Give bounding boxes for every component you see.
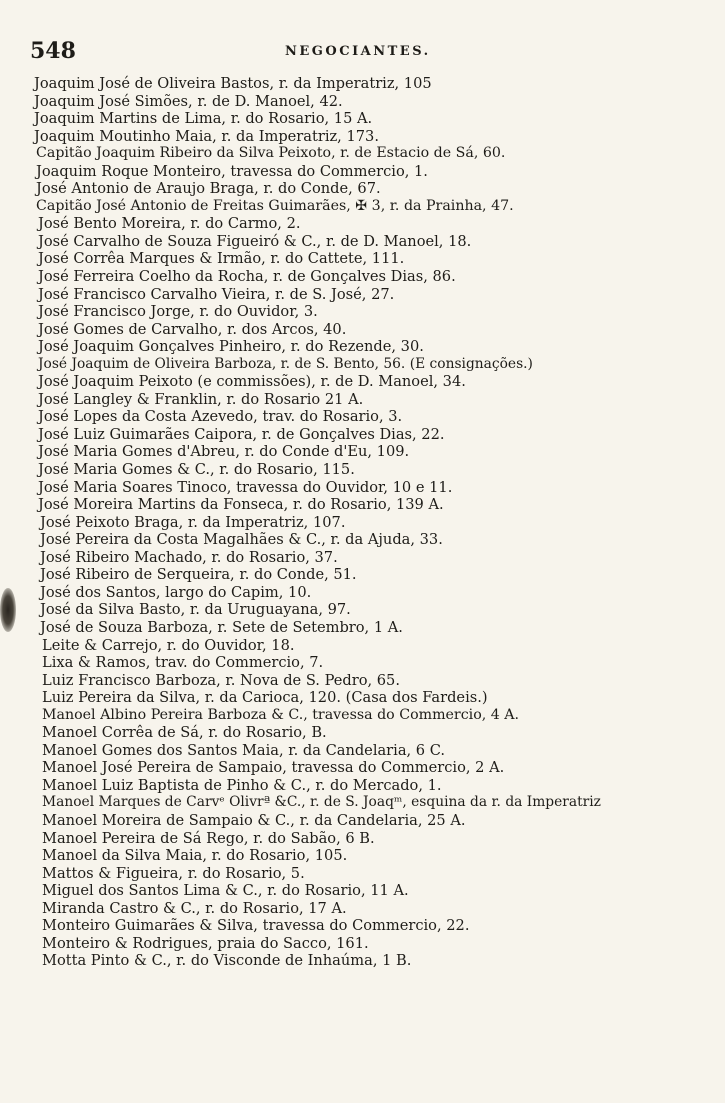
directory-entry: Manoel Pereira de Sá Rego, r. do Sabão, 6 B.: [42, 829, 375, 847]
directory-entry: José Moreira Martins da Fonseca, r. do Rosario, 139 A.: [38, 496, 444, 514]
directory-entry: José Bento Moreira, r. do Carmo, 2.: [38, 215, 301, 233]
directory-entry: José Ferreira Coelho da Rocha, r. de Gonçalves Dias, 86.: [38, 268, 456, 286]
directory-entry: Motta Pinto & C., r. do Visconde de Inhaúma, 1 B.: [42, 952, 412, 970]
directory-entry: Luiz Pereira da Silva, r. da Carioca, 120. (Casa dos Fardeis.): [42, 689, 488, 707]
directory-entry: José Luiz Guimarães Caipora, r. de Gonçalves Dias, 22.: [38, 425, 445, 443]
directory-entry: José Gomes de Carvalho, r. dos Arcos, 40.: [38, 320, 347, 338]
directory-entry: José Ribeiro de Serqueira, r. do Conde, 51.: [40, 566, 357, 584]
directory-entry: Joaquim José de Oliveira Bastos, r. da Imperatriz, 105: [34, 75, 432, 92]
directory-entry: Manoel Marques de Carvᵉ Olivrª &C., r. de S. Joaqᵐ, esquina da r. da Imperatriz: [42, 794, 601, 811]
directory-entry: Joaquim José Simões, r. de D. Manoel, 42.: [34, 92, 343, 110]
directory-entry: Capitão José Antonio de Freitas Guimarães, ✠ 3, r. da Prainha, 47.: [36, 197, 514, 214]
directory-entry: José Joaquim Peixoto (e commissões), r. de D. Manoel, 34.: [38, 373, 466, 391]
running-head: NEGOCIANTES.: [285, 44, 431, 59]
directory-entry: Manoel Luiz Baptista de Pinho & C., r. do Mercado, 1.: [42, 776, 442, 794]
directory-entry: José Joaquim de Oliveira Barboza, r. de S. Bento, 56. (E consignações.): [38, 355, 533, 372]
directory-entry: Monteiro & Rodrigues, praia do Sacco, 161.: [42, 934, 369, 952]
directory-entry: Leite & Carrejo, r. do Ouvidor, 18.: [42, 636, 295, 654]
directory-entry: Monteiro Guimarães & Silva, travessa do Commercio, 22.: [42, 917, 470, 935]
directory-entry: José Maria Gomes d'Abreu, r. do Conde d'Eu, 109.: [38, 443, 410, 461]
page-header: [30, 38, 690, 68]
directory-entry: Manoel Corrêa de Sá, r. do Rosario, B.: [42, 724, 327, 742]
directory-entry: José Lopes da Costa Azevedo, trav. do Rosario, 3.: [38, 408, 403, 426]
directory-entry: José Peixoto Braga, r. da Imperatriz, 107.: [40, 513, 346, 531]
directory-entry: José Maria Gomes & C., r. do Rosario, 115.: [38, 461, 355, 479]
directory-entry: Manoel José Pereira de Sampaio, travessa do Commercio, 2 A.: [42, 759, 505, 777]
directory-entry: José dos Santos, largo do Capim, 10.: [40, 583, 312, 601]
directory-entry: Mattos & Figueira, r. do Rosario, 5.: [42, 864, 305, 882]
directory-entry: José da Silva Basto, r. da Uruguayana, 97.: [40, 601, 351, 619]
directory-entry: José Francisco Jorge, r. do Ouvidor, 3.: [38, 303, 318, 321]
directory-entry: José Maria Soares Tinoco, travessa do Ouvidor, 10 e 11.: [38, 478, 453, 496]
directory-entry: José Francisco Carvalho Vieira, r. de S. José, 27.: [38, 285, 395, 303]
directory-entry: Miranda Castro & C., r. do Rosario, 17 A.: [42, 899, 347, 917]
directory-entry: José Langley & Franklin, r. do Rosario 21 A.: [38, 390, 364, 408]
merchant-directory-list: [0, 75, 725, 970]
page-number: 548: [30, 38, 76, 64]
directory-entry: Joaquim Roque Monteiro, travessa do Commercio, 1.: [36, 162, 428, 180]
directory-entry: José Carvalho de Souza Figueiró & C., r. de D. Manoel, 18.: [38, 232, 472, 250]
directory-entry: Manoel Gomes dos Santos Maia, r. da Candelaria, 6 C.: [42, 741, 446, 759]
directory-entry: José Corrêa Marques & Irmão, r. do Cattete, 111.: [38, 250, 405, 268]
directory-entry: Manoel Albino Pereira Barboza & C., travessa do Commercio, 4 A.: [42, 706, 520, 723]
directory-entry: José Ribeiro Machado, r. do Rosario, 37.: [40, 548, 338, 566]
directory-entry: Manoel Moreira de Sampaio & C., r. da Candelaria, 25 A.: [42, 811, 466, 829]
directory-entry: Miguel dos Santos Lima & C., r. do Rosario, 11 A.: [42, 882, 409, 900]
directory-entry: Manoel da Silva Maia, r. do Rosario, 105.: [42, 847, 348, 865]
directory-entry: Lixa & Ramos, trav. do Commercio, 7.: [42, 654, 324, 672]
directory-entry: Capitão Joaquim Ribeiro da Silva Peixoto, r. de Estacio de Sá, 60.: [36, 145, 506, 162]
directory-entry: Luiz Francisco Barboza, r. Nova de S. Pedro, 65.: [42, 671, 400, 689]
directory-entry: José Antonio de Araujo Braga, r. do Conde, 67.: [36, 180, 381, 198]
directory-entry: Joaquim Martins de Lima, r. do Rosario, 15 A.: [34, 110, 373, 128]
directory-entry: Joaquim Moutinho Maia, r. da Imperatriz, 173.: [34, 127, 379, 145]
directory-entry: José de Souza Barboza, r. Sete de Setembro, 1 A.: [40, 618, 403, 636]
directory-entry: José Joaquim Gonçalves Pinheiro, r. do Rezende, 30.: [38, 338, 424, 356]
directory-entry: José Pereira da Costa Magalhães & C., r. da Ajuda, 33.: [40, 531, 443, 549]
